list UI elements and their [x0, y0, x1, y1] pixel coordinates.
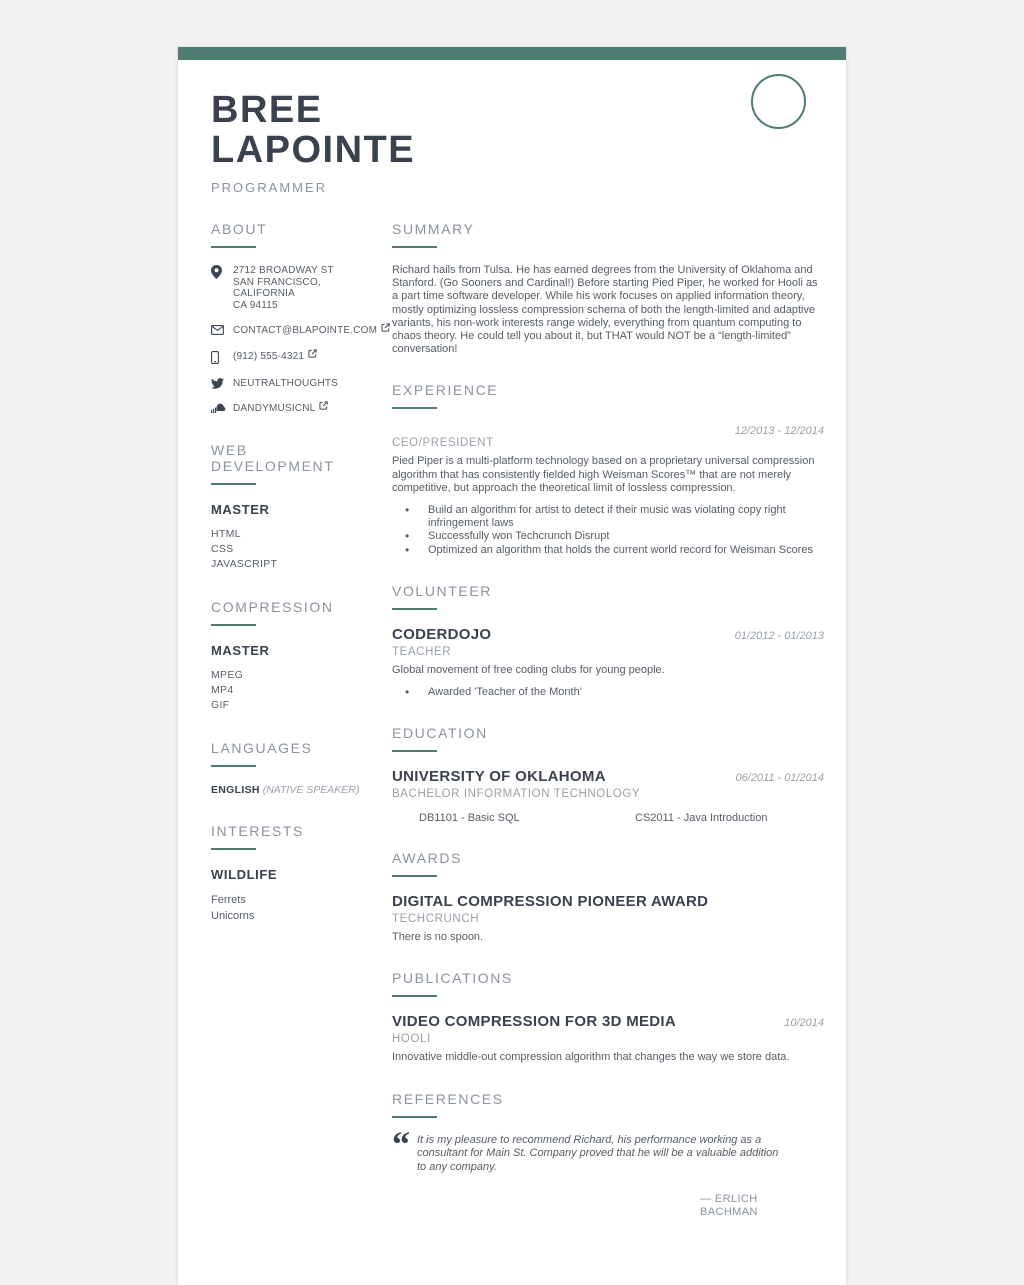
- about-section: [211, 221, 378, 415]
- experience-bullet: • Optimized an algorithm that holds the current world record for Weisman Scores: [392, 544, 824, 557]
- last-name: LAPOINTE: [211, 129, 416, 171]
- education-date: 06/2011 - 01/2014: [735, 772, 824, 785]
- publication-publisher: HOOLI: [392, 1033, 431, 1046]
- quote-icon: “: [392, 1123, 408, 1164]
- address-line-3: CA 94115: [233, 299, 278, 311]
- summary-text: Richard hails from Tulsa. He has earned degrees from the University of Oklahoma and Stanford. (Go Sooners and Cardinal!) Before starting Pied Piper, he worked for Hooli as a part time software developer. While his work focuses on applied information theory, mostly optimizing lossless compression schema of both the length-limited and adaptive variants, his non-work interests range widely, everything from quantum computing to chaos theory. He could tell you about it, but THAT would NOT be a “length-limited” conversation!: [392, 264, 818, 356]
- awards-title: AWARDS: [392, 850, 463, 867]
- summary-section: [392, 221, 824, 356]
- external-link-icon: [319, 401, 328, 410]
- avatar: [751, 74, 806, 129]
- external-link-icon: [308, 349, 317, 358]
- content-columns: [178, 195, 846, 1285]
- phone-text: (912) 555-4321: [233, 350, 305, 362]
- job-title: PROGRAMMER: [211, 180, 328, 195]
- address-line-1: 2712 BROADWAY ST: [233, 265, 334, 276]
- interest-category: WILDLIFE: [211, 866, 278, 882]
- web-development-section: [211, 442, 375, 572]
- volunteer-bullet: • Awarded 'Teacher of the Month': [392, 686, 824, 699]
- contact-phone-link[interactable]: [211, 351, 375, 364]
- web-development-title: WEB DEVELOPMENT: [211, 441, 335, 474]
- section-rule: [211, 624, 256, 626]
- award-description: There is no spoon.: [392, 931, 484, 944]
- email-text: CONTACT@BLAPOINTE.COM: [233, 325, 378, 336]
- compression-section: [211, 599, 375, 713]
- publications-title: PUBLICATIONS: [392, 970, 513, 987]
- language-name: ENGLISH: [211, 783, 260, 796]
- awards-section: [392, 850, 824, 944]
- experience-title: EXPERIENCE: [392, 382, 499, 399]
- award-issuer: TECHCRUNCH: [392, 913, 480, 926]
- education-course: CS2011 - Java Introduction: [635, 812, 768, 825]
- contact-email-link[interactable]: [211, 325, 378, 337]
- skill-item: MPEG: [211, 668, 244, 681]
- section-rule: [211, 246, 256, 248]
- contact-address: [211, 265, 375, 311]
- section-rule: [392, 750, 437, 752]
- experience-bullet: • Successfully won Techcrunch Disrupt: [392, 530, 824, 543]
- interests-section: [211, 823, 375, 924]
- twitter-icon: [211, 378, 233, 389]
- languages-title: LANGUAGES: [211, 739, 313, 756]
- first-name: BREE: [211, 89, 323, 131]
- sidebar: [211, 221, 378, 1245]
- contact-soundcloud-link[interactable]: [211, 403, 375, 415]
- header: [178, 60, 846, 195]
- mobile-phone-icon: [211, 351, 233, 364]
- education-school: UNIVERSITY OF OKLAHOMA: [392, 768, 606, 786]
- language-note: (NATIVE SPEAKER): [262, 783, 360, 796]
- twitter-handle: NEUTRALTHOUGHTS: [233, 377, 339, 389]
- reference-attribution: — ERLICH BACHMAN: [700, 1193, 758, 1219]
- external-link-icon: [381, 323, 390, 332]
- interest-item: Unicorns: [211, 909, 255, 922]
- resume-page: [178, 47, 846, 1285]
- section-rule: [211, 765, 256, 767]
- main-column: [392, 221, 824, 1245]
- section-rule: [392, 1116, 437, 1118]
- address-line-2: SAN FRANCISCO, CALIFORNIA: [233, 276, 321, 299]
- education-degree: BACHELOR INFORMATION TECHNOLOGY: [392, 788, 641, 801]
- skill-item: HTML: [211, 527, 241, 540]
- publication-name: VIDEO COMPRESSION FOR 3D MEDIA: [392, 1013, 677, 1031]
- skill-item: GIF: [211, 698, 230, 711]
- experience-description: Pied Piper is a multi-platform technology based on a proprietary universal compression algorithm that has consistently fielded high Weisman Scores™ that are not merely competitive, but approach the theoretical limit of lossless compression.: [392, 455, 815, 494]
- section-rule: [392, 995, 437, 997]
- education-course: DB1101 - Basic SQL: [419, 812, 520, 825]
- compression-title: COMPRESSION: [211, 598, 334, 615]
- skill-level: MASTER: [211, 501, 270, 517]
- envelope-icon: [211, 325, 233, 335]
- about-section-title: ABOUT: [211, 221, 268, 237]
- interest-item: Ferrets: [211, 893, 246, 906]
- experience-section: [392, 382, 824, 556]
- interests-title: INTERESTS: [211, 822, 304, 839]
- location-pin-icon: [211, 265, 233, 279]
- education-title: EDUCATION: [392, 725, 488, 742]
- section-rule: [392, 407, 437, 409]
- publications-section: [392, 970, 824, 1064]
- volunteer-org: CODERDOJO: [392, 625, 492, 643]
- volunteer-title: VOLUNTEER: [392, 582, 492, 599]
- section-rule: [211, 848, 256, 850]
- section-rule: [211, 483, 256, 485]
- skill-item: CSS: [211, 542, 234, 555]
- soundcloud-icon: [211, 403, 233, 414]
- accent-bar: [178, 47, 846, 60]
- reference-quote: It is my pleasure to recommend Richard, his performance working as a consultant for Main St. Company proved that he will be a valuable addition to any company.: [417, 1133, 779, 1173]
- section-rule: [392, 246, 437, 248]
- volunteer-role: TEACHER: [392, 645, 452, 658]
- education-section: [392, 725, 824, 824]
- section-rule: [392, 875, 437, 877]
- experience-role: CEO/PRESIDENT: [392, 437, 494, 450]
- section-rule: [392, 608, 437, 610]
- publication-description: Innovative middle-out compression algorithm that changes the way we store data.: [392, 1051, 790, 1064]
- volunteer-description: Global movement of free coding clubs for young people.: [392, 663, 665, 676]
- volunteer-section: [392, 583, 824, 699]
- references-title: REFERENCES: [392, 1090, 504, 1107]
- soundcloud-handle: DANDYMUSICNL: [233, 403, 316, 414]
- skill-item: JAVASCRIPT: [211, 557, 278, 570]
- contact-twitter-link[interactable]: [211, 378, 375, 390]
- skill-item: MP4: [211, 683, 234, 696]
- experience-date: 12/2013 - 12/2014: [734, 425, 824, 438]
- languages-section: [211, 740, 375, 796]
- award-name: DIGITAL COMPRESSION PIONEER AWARD: [392, 893, 709, 911]
- volunteer-date: 01/2012 - 01/2013: [734, 629, 824, 642]
- publication-date: 10/2014: [784, 1017, 824, 1030]
- references-section: [392, 1091, 824, 1220]
- skill-level: MASTER: [211, 642, 270, 658]
- summary-title: SUMMARY: [392, 221, 475, 237]
- experience-bullet: • Build an algorithm for artist to detect if their music was violating copy right infringement laws: [392, 504, 824, 530]
